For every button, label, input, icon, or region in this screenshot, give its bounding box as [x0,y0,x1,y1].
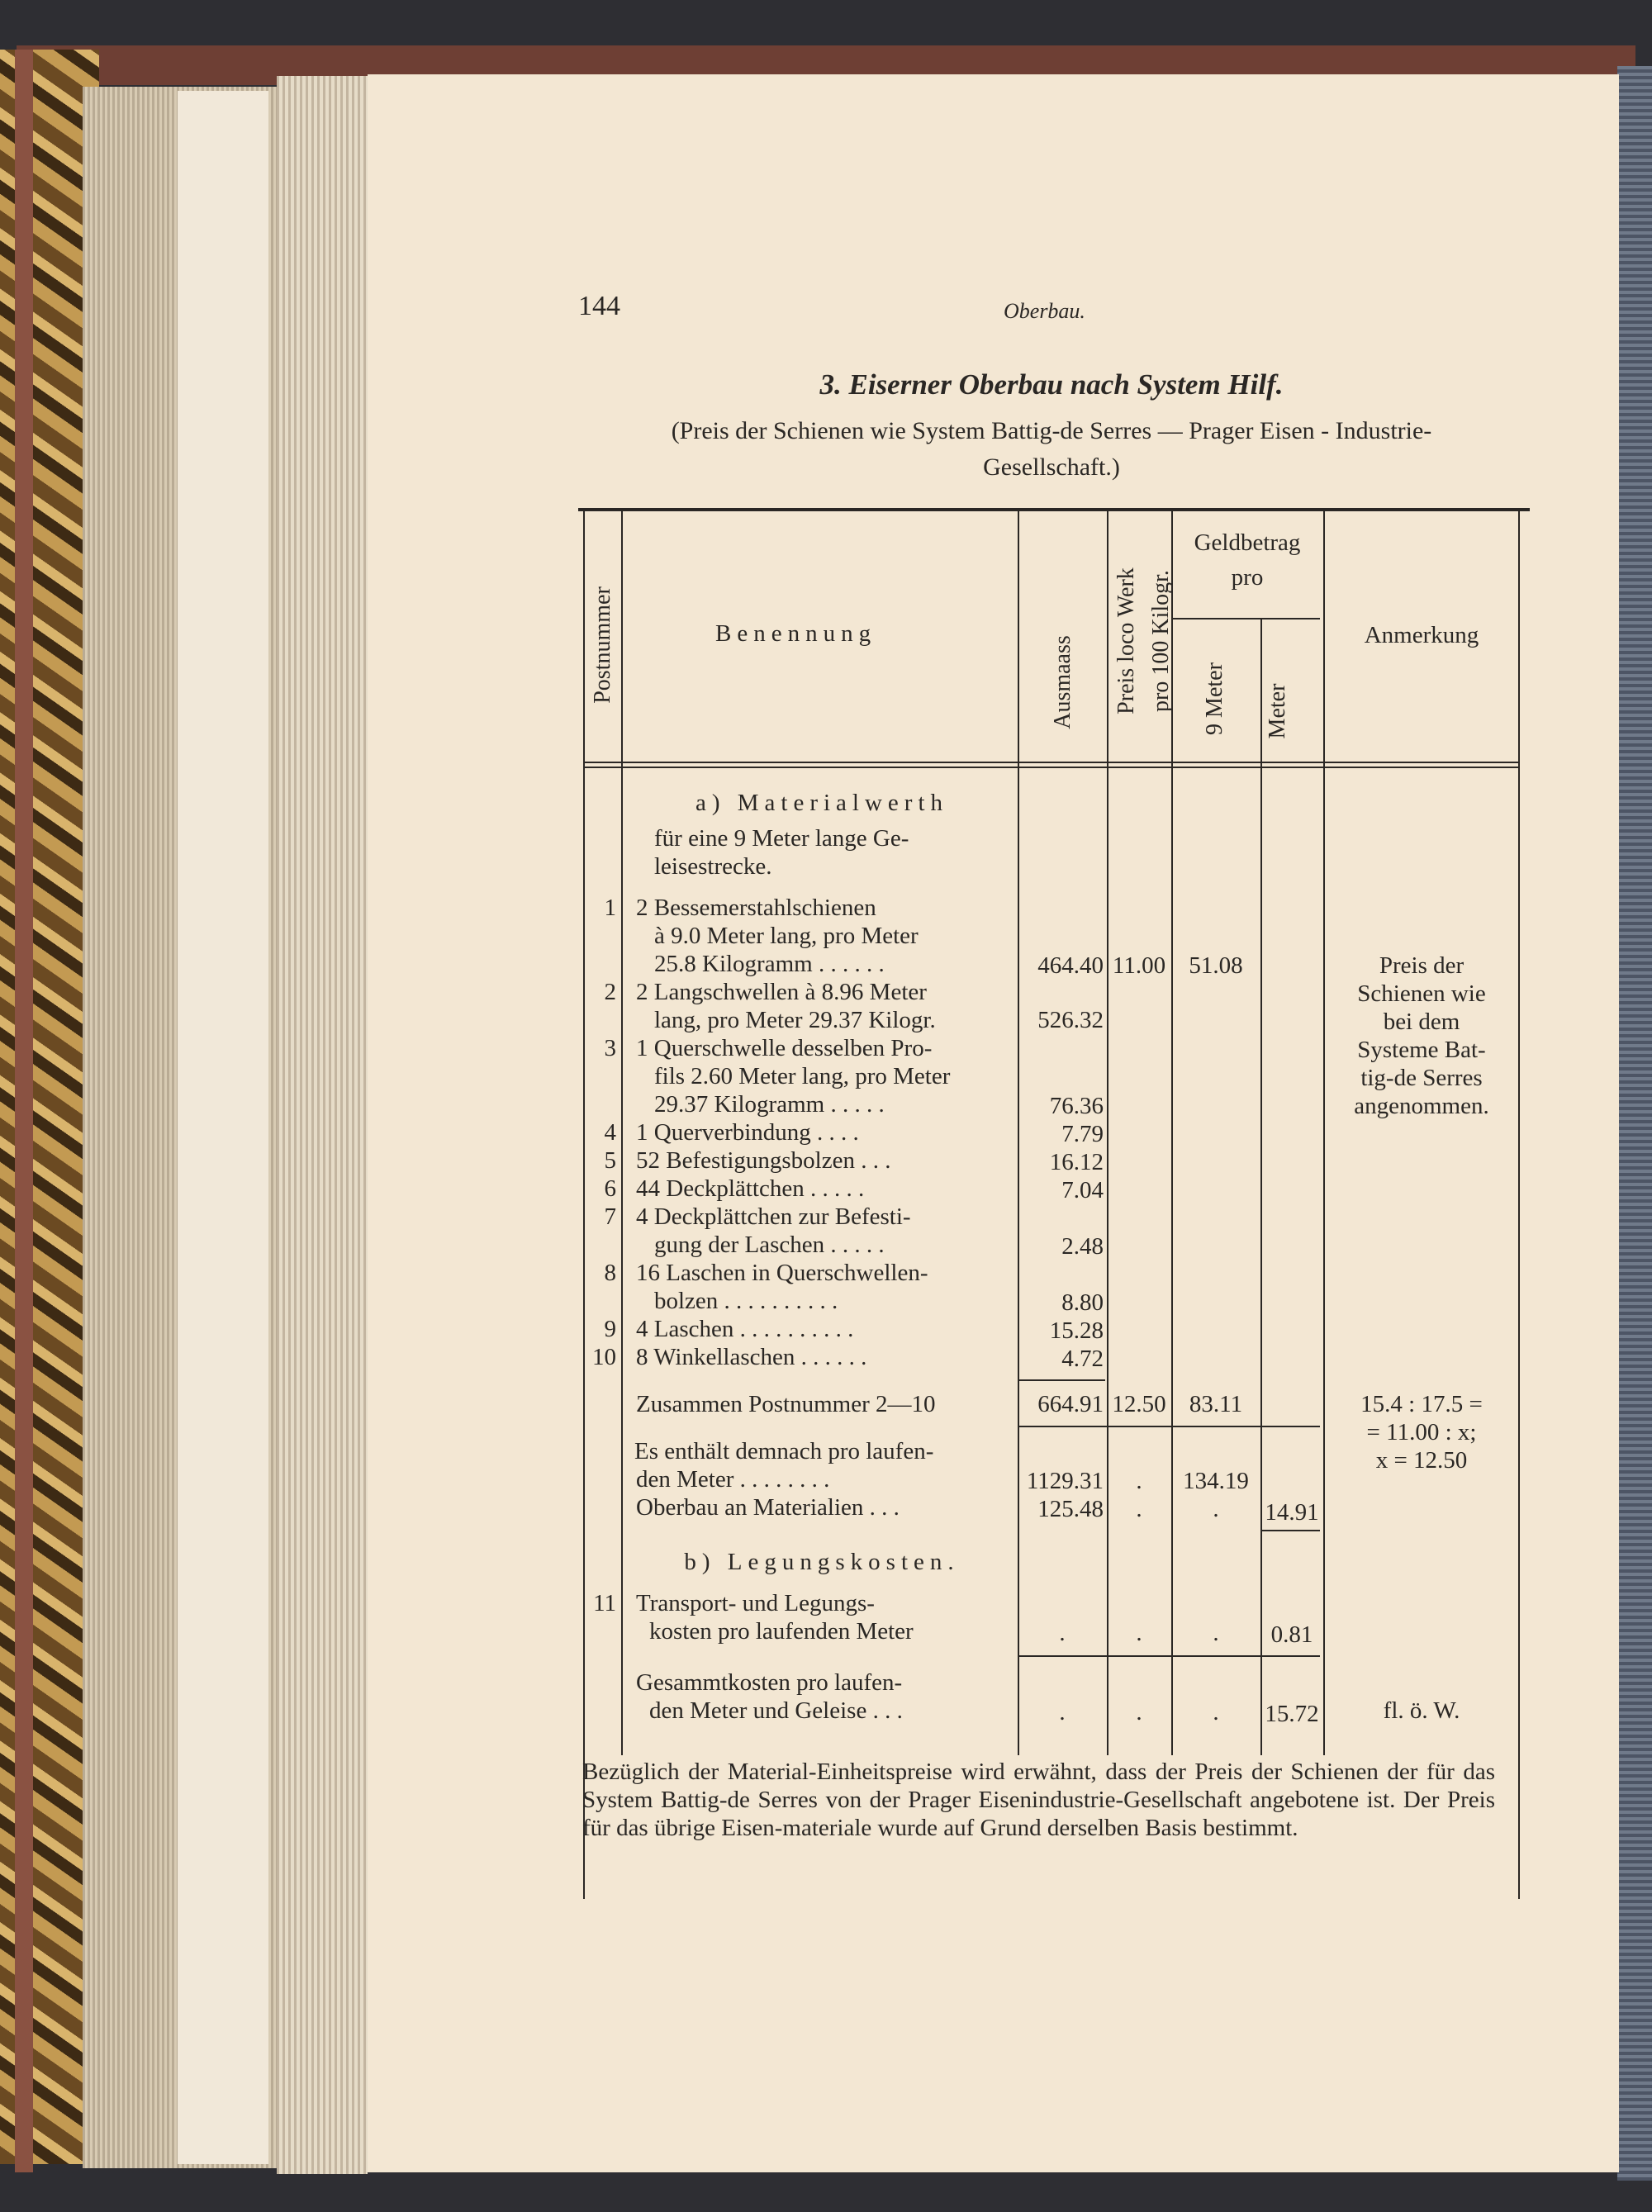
footnote-paragraph: Bezüglich der Material-Einheitspreise wird erwähnt, dass der Preis der Schienen der für das System Battig-de Serres von der Prager Eisenindustrie-Gesellschaft angebotene ist. Der Preis für das übrige Eisen-materiale wurde auf Grund derselben Basis bestimmt. [582,1759,1495,1841]
row-3-ausmaass: 76.36 [1049,1093,1104,1119]
row-1-nr: 1 [604,895,616,921]
section-a-desc-1: für eine 9 Meter lange Ge- [654,825,909,852]
row-7-nr: 7 [604,1203,616,1230]
anmerkung-1: Preis der [1379,952,1464,979]
header-9-meter: 9 Meter [1202,662,1227,735]
zusammen-9-meter: 83.11 [1189,1391,1243,1417]
row-1-line-1: 2 Bessemerstahlschienen [636,895,876,921]
row-1-preis: 11.00 [1112,952,1166,979]
row-5-ausmaass: 16.12 [1049,1149,1104,1175]
gesamt-ausmaass: . [1059,1699,1066,1725]
enthaelt-line-1: Es enthält demnach pro laufen- [634,1438,934,1464]
row-1-line-2: à 9.0 Meter lang, pro Meter [654,923,919,949]
row-11-meter: 0.81 [1270,1621,1313,1648]
header-geldbetrag: Geldbetrag [1194,529,1301,556]
row-9-nr: 9 [604,1316,616,1342]
row-2-ausmaass: 526.32 [1037,1007,1104,1033]
row-5-nr: 5 [604,1147,616,1174]
enthaelt-ausmaass-1: 1129.31 [1026,1468,1104,1494]
col-rule-8 [1518,511,1520,1899]
section-subtitle: (Preis der Schienen wie System Battig-de Serres — Prager Eisen - Industrie- Gesellschaft.) [671,417,1432,481]
row-4-ausmaass: 7.79 [1061,1121,1104,1147]
gesamt-9-meter: . [1213,1699,1219,1725]
row-6-line-1: 44 Deckplättchen . . . . . [636,1175,865,1202]
row-9-ausmaass: 15.28 [1049,1317,1104,1344]
section-b-heading: b) Legungskosten. [684,1549,960,1575]
zusammen-preis: 12.50 [1112,1391,1166,1417]
running-head: Oberbau. [1004,299,1085,323]
row-1-line-3: 25.8 Kilogramm . . . . . . [654,951,885,977]
row-6-ausmaass: 7.04 [1061,1177,1104,1203]
row-11-nr: 11 [593,1590,616,1616]
table-header-rule2 [583,767,1518,768]
enthaelt-preis-1: . [1136,1468,1142,1494]
row-3-line-2: fils 2.60 Meter lang, pro Meter [654,1063,951,1089]
gesamt-line-1: Gesammtkosten pro laufen- [636,1669,903,1696]
header-benennung: Benennung [715,620,877,647]
header-ausmaass: Ausmaass [1050,635,1075,729]
page-curl [178,91,268,2164]
row-3-line-1: 1 Querschwelle desselben Pro- [636,1035,933,1061]
enthaelt-preis-2: . [1136,1496,1142,1522]
row-10-nr: 10 [592,1344,616,1370]
col-rule-7 [1323,511,1325,1755]
sum-rule-top [1019,1379,1105,1381]
row-10-line-1: 8 Winkellaschen . . . . . . [636,1344,867,1370]
enthaelt-line-3: Oberbau an Materialien . . . [636,1494,900,1521]
col-rule-4 [1107,511,1108,1755]
header-anmerkung: Anmerkung [1364,622,1479,648]
enthaelt-meter-2: 14.91 [1265,1499,1319,1526]
row-6-nr: 6 [604,1175,616,1202]
ratio-line-3: x = 12.50 [1375,1447,1468,1474]
row-3-line-3: 29.37 Kilogramm . . . . . [654,1091,885,1118]
sum-rule-bottom [1019,1426,1320,1427]
row-3-nr: 3 [604,1035,616,1061]
row-2-line-1: 2 Langschwellen à 8.96 Meter [636,979,927,1005]
row-11-preis: . [1136,1620,1142,1646]
row-4-nr: 4 [604,1119,616,1146]
cover-right [1617,66,1652,2181]
row-8-nr: 8 [604,1260,616,1286]
meter-rule-1 [1262,1530,1320,1531]
ratio-line-1: 15.4 : 17.5 = [1360,1391,1483,1417]
col-rule-6 [1260,619,1262,1755]
section-a-heading: a) Materialwerth [695,790,949,816]
page-stack [277,76,368,2174]
row-2-nr: 2 [604,979,616,1005]
row-7-ausmaass: 2.48 [1061,1233,1104,1260]
row-2-line-2: lang, pro Meter 29.37 Kilogr. [654,1007,936,1033]
section-a-desc-2: leisestrecke. [654,853,772,880]
enthaelt-line-2: den Meter . . . . . . . . [636,1466,830,1493]
anmerkung-6: angenommen. [1354,1093,1489,1119]
header-postnummer: Postnummer [590,586,615,704]
header-meter: Meter [1265,683,1290,739]
row-5-line-1: 52 Befestigungsbolzen . . . [636,1147,891,1174]
col-rule-2 [621,511,623,1755]
row-11-line-2: kosten pro laufenden Meter [649,1618,914,1645]
header-geldbetrag-pro: pro [1231,564,1264,591]
row-1-9-meter: 51.08 [1189,952,1243,979]
gesamt-preis: . [1136,1699,1142,1725]
row-11-ausmaass: . [1059,1620,1066,1646]
gesamt-meter: 15.72 [1265,1701,1319,1727]
gesamt-anmerkung: fl. ö. W. [1383,1697,1460,1724]
zusammen-ausmaass: 664.91 [1037,1391,1104,1417]
row-4-line-1: 1 Querverbindung . . . . [636,1119,859,1146]
total-rule [1019,1655,1320,1657]
enthaelt-9-meter-1: 134.19 [1183,1468,1249,1494]
table-header-rule [583,762,1518,763]
table-top-rule [578,508,1530,511]
page-number: 144 [578,291,620,321]
row-1-ausmaass: 464.40 [1037,952,1104,979]
enthaelt-9-meter-2: . [1213,1496,1219,1522]
ratio-line-2: = 11.00 : x; [1366,1419,1477,1445]
anmerkung-2: Schienen wie [1357,980,1486,1007]
zusammen-label: Zusammen Postnummer 2—10 [636,1391,936,1417]
row-11-9-meter: . [1213,1620,1219,1646]
row-7-line-2: gung der Laschen . . . . . [654,1232,885,1258]
row-8-ausmaass: 8.80 [1061,1289,1104,1316]
header-preis-1: Preis loco Werk [1113,567,1139,714]
row-9-line-1: 4 Laschen . . . . . . . . . . [636,1316,854,1342]
anmerkung-3: bei dem [1383,1009,1460,1035]
anmerkung-5: tig-de Serres [1360,1065,1483,1091]
anmerkung-4: Systeme Bat- [1357,1037,1486,1063]
section-title: 3. Eiserner Oberbau nach System Hilf. [819,368,1284,401]
header-preis-2: pro 100 Kilogr. [1148,570,1174,712]
row-10-ausmaass: 4.72 [1061,1346,1104,1372]
row-11-line-1: Transport- und Legungs- [636,1590,875,1616]
row-8-line-2: bolzen . . . . . . . . . . [654,1288,838,1314]
geldbetrag-rule [1171,618,1320,619]
gesamt-line-2: den Meter und Geleise . . . [649,1697,903,1724]
row-7-line-1: 4 Deckplättchen zur Befesti- [636,1203,911,1230]
row-8-line-1: 16 Laschen in Querschwellen- [636,1260,928,1286]
enthaelt-ausmaass-2: 125.48 [1037,1496,1104,1522]
cover-spine-edge [15,50,33,2172]
